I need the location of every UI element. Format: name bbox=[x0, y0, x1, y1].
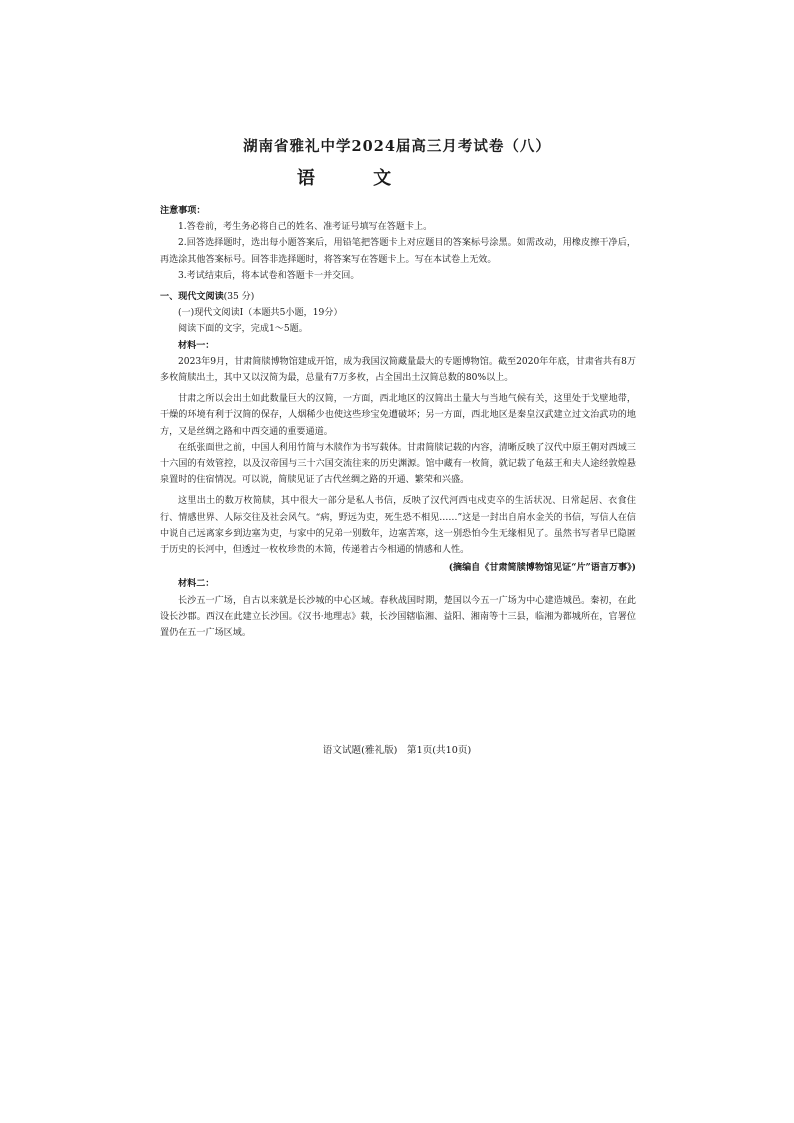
notice-item: 3.考试结束后，将本试卷和答题卡一并交回。 bbox=[178, 270, 360, 281]
notice-heading: 注意事项： bbox=[160, 205, 206, 216]
material-source: (摘编自《甘肃简牍博物馆见证“片”语言万事》) bbox=[448, 562, 636, 574]
material-paragraph: 2023年9月，甘肃简牍博物馆建成开馆，成为我国汉简藏量最大的专题博物馆。截至2020年年底，甘肃省共有8万多枚简牍出土，其中又以汉简为最，总量有7万多枚，占全国出土汉简总数的80%以上。 bbox=[160, 356, 636, 384]
notice-item: 1.答卷前，考生务必将自己的姓名、准考证号填写在答题卡上。 bbox=[178, 222, 433, 233]
exam-content bbox=[160, 203, 636, 641]
reading-instruction: 阅读下面的文字，完成1～5题。 bbox=[178, 324, 308, 335]
section-heading bbox=[160, 289, 636, 305]
material-label: 材料二： bbox=[178, 578, 215, 590]
notice-item: 2.回答选择题时，选出每小题答案后，用铅笔把答题卡上对应题目的答案标号涂黑。如需改动，用橡皮擦干净后，再选涂其他答案标号。回答非选择题时，将答案写在答题卡上。写在本试卷上无效。 bbox=[160, 238, 636, 265]
subsection-heading: (一)现代文阅读Ⅰ（本题共5小题，19分） bbox=[178, 308, 343, 319]
section-heading-label: 一、现代文阅读 bbox=[160, 291, 224, 303]
material-label: 材料一： bbox=[178, 339, 215, 351]
material-paragraph: 这里出土的数万枚简牍，其中很大一部分是私人书信，反映了汉代河西屯戍吏卒的生活状况、日常起居、衣食住行、情感世界、人际交往及社会风气。“病，野远为吏，死生恐不相见……”这是一封出自肩水金关的书信，写信人在信中说自己远离家乡到边塞为吏，与家中的兄弟一别数年，边塞苦寒，这一别恐怕今生无缘相见了。虽然书写者早已隐匿于历史的长河中，但透过一枚枚珍贵的木简，传递着古今相通的情感和人性。 bbox=[160, 496, 636, 556]
subject-title: 语 文 bbox=[296, 168, 418, 189]
material-paragraph: 甘肃之所以会出土如此数量巨大的汉简，一方面，西北地区的汉简出土量大与当地气候有关，这里处于戈壁地带，干燥的环境有利于汉简的保存，人烟稀少也使这些珍宝免遭破坏；另一方面，西北地区是秦皇汉武建立过文治武功的地方，又是丝绸之路和中西交通的重要通道。 bbox=[160, 394, 636, 437]
material-paragraph: 在纸张面世之前，中国人利用竹简与木牍作为书写载体。甘肃简牍记载的内容，清晰反映了汉代中原王朝对西域三十六国的有效管控，以及汉帝国与三十六国交流往来的历史渊源。馆中藏有一枚简，就记载了龟兹王和夫人途经敦煌悬泉置时的住宿情况。可以说，简牍见证了古代丝绸之路的开通、繁荣和兴盛。 bbox=[160, 442, 636, 486]
section-heading-score: (35 分) bbox=[223, 292, 255, 303]
exam-title: 湖南省雅礼中学2024届高三月考试卷（八） bbox=[243, 138, 551, 155]
material-paragraph: 长沙五一广场，自古以来就是长沙城的中心区域。春秋战国时期，楚国以今五一广场为中心建造城邑。秦初，在此设长沙郡。西汉在此建立长沙国。《汉书·地理志》载，长沙国辖临湘、益阳、湘南等十三县，临湘为都城所在，官署位置仍在五一广场区域。 bbox=[160, 595, 636, 639]
page-footer: 语文试题(雅礼版) 第1页(共10页) bbox=[322, 745, 472, 756]
